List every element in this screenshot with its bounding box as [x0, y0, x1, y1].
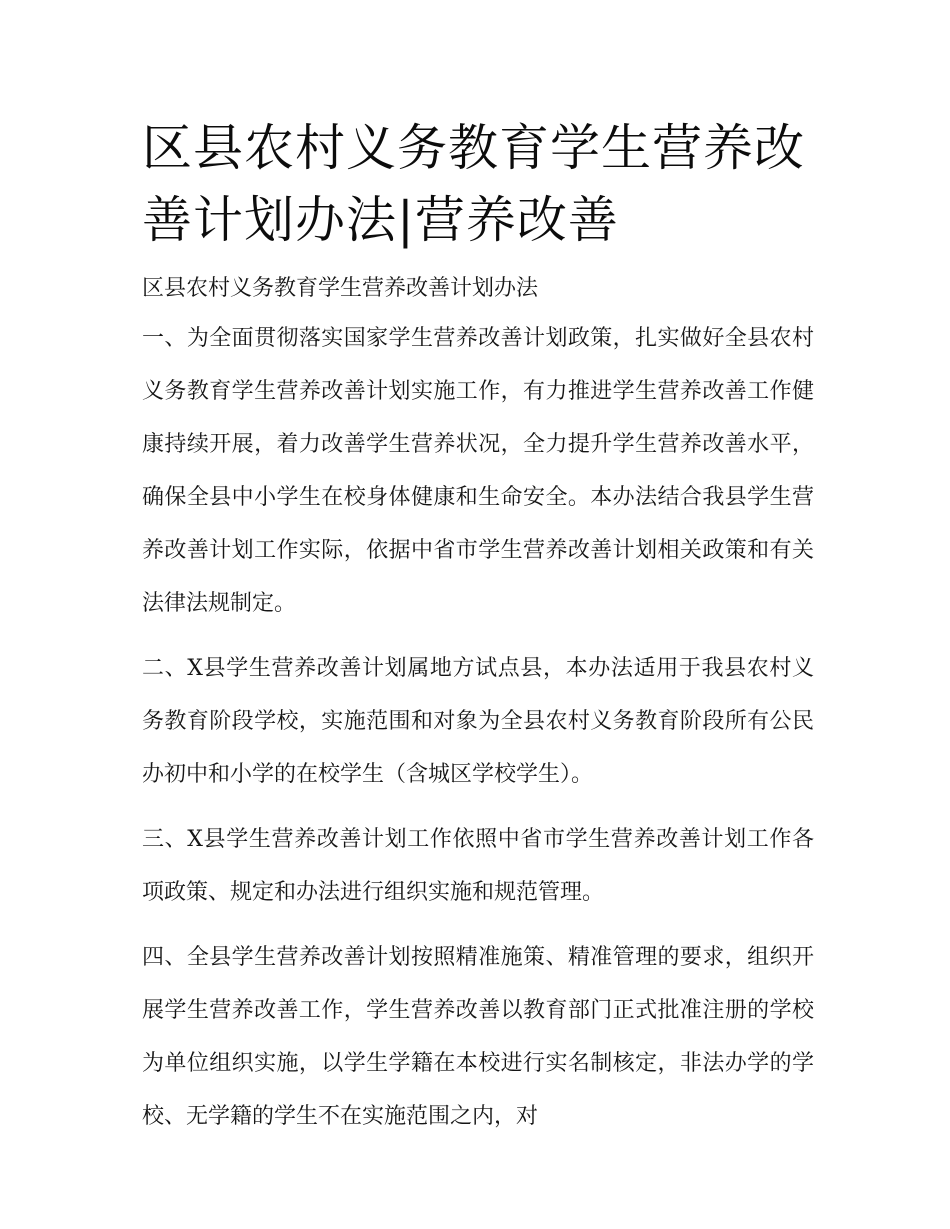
- paragraph-4: 四、全县学生营养改善计划按照精准施策、精准管理的要求，组织开展学生营养改善工作，学生营养改善以教育部门正式批准注册的学校为单位组织实施，以学生学籍在本校进行实名制核定，非法办学的学校、无学籍的学生不在实施范围之内，对: [142, 945, 814, 1129]
- paragraph-3: 三、X县学生营养改善计划工作依照中省市学生营养改善计划工作各项政策、规定和办法进行组织实施和规范管理。: [142, 827, 814, 905]
- document-subtitle: 区县农村义务教育学生营养改善计划办法: [142, 276, 539, 301]
- document-body: [142, 112, 814, 1143]
- paragraph-2: 二、X县学生营养改善计划属地方试点县，本办法适用于我县农村义务教育阶段学校，实施范围和对象为全县农村义务教育阶段所有公民办初中和小学的在校学生（含城区学校学生）。: [142, 656, 814, 787]
- paragraph-1: 一、为全面贯彻落实国家学生营养改善计划政策，扎实做好全县农村义务教育学生营养改善计划实施工作，有力推进学生营养改善工作健康持续开展，着力改善学生营养状况，全力提升学生营养改善水平，确保全县中小学生在校身体健康和生命安全。本办法结合我县学生营养改善计划工作实际，依据中省市学生营养改善计划相关政策和有关法律法规制定。: [142, 326, 814, 616]
- document-title: 区县农村义务教育学生营养改善计划办法|营养改善: [142, 119, 805, 249]
